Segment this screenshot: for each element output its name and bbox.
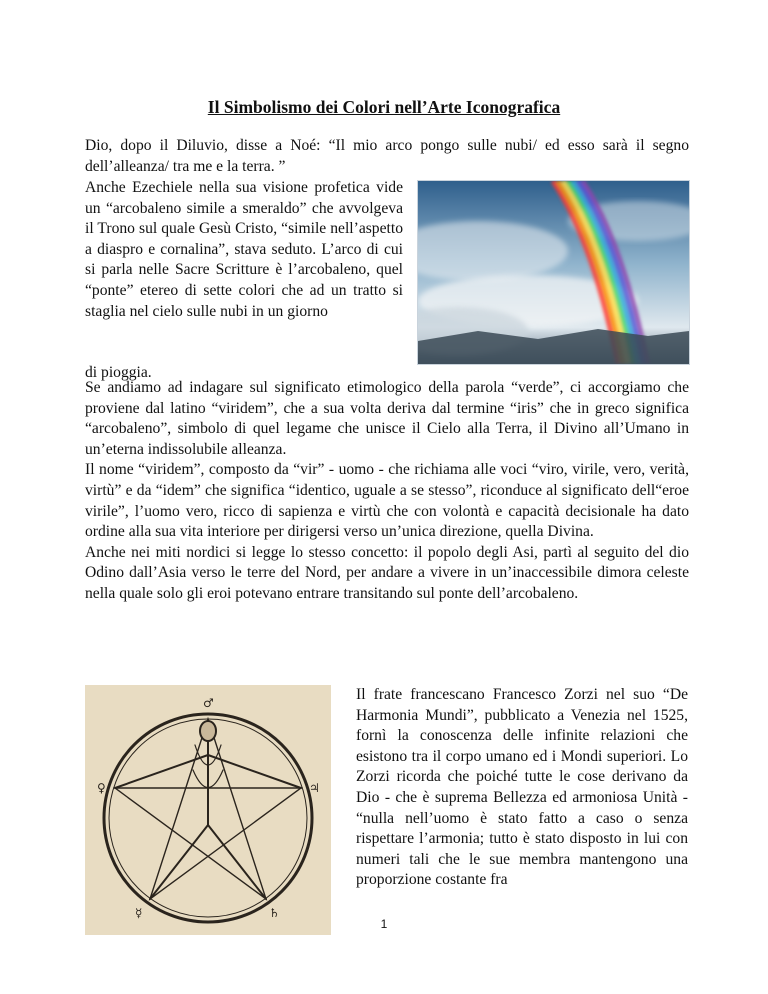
svg-text:♂: ♂ bbox=[203, 696, 214, 710]
paragraph-ezechiele: Anche Ezechiele nella sua visione profetica vide un “arcobaleno simile a smeraldo” che avvolgeva il Trono sul quale Gesù Cristo, “simile nell’aspetto a diaspro e cornalina”, stava seduto. L’arco di cui si parla nelle Sacre Scritture è l’arcobaleno, quel “ponte” etereo di sette colori che ad un tratto si staglia nel cielo sulle nubi in un giorno bbox=[85, 179, 403, 320]
rainbow-image bbox=[418, 181, 689, 364]
engraving-image bbox=[85, 685, 331, 935]
page-number: 1 bbox=[380, 917, 388, 931]
paragraph-zorzi: Il frate francescano Francesco Zorzi nel suo “De Harmonia Mundi”, pubblicato a Venezia nel 1525, fornì la conoscenza delle infinite relazioni che esistono tra il corpo umano ed i Mondi superiori. Lo Zorzi ricorda che poiché tutte le cose derivano da Dio - che è suprema Bellezza ed armoniosa Unità - “nulla nell’uomo è stato fatto a caso o senza rispettare l’armonia; tutto è stato disposto in lui con numeri tali che le sue membra mantengono una proporzione costante fra bbox=[356, 686, 688, 889]
body-text-block bbox=[85, 378, 689, 605]
paragraph-miti-nordici: Anche nei miti nordici si legge lo stesso concetto: il popolo degli Asi, partì al seguito del dio Odino dall’Asia verso le terre del Nord, per andare a vivere in un’inaccessibile dimora celeste nella quale solo gli eroi potevano entrare transitando sul ponte dell’arcobaleno. bbox=[85, 543, 689, 602]
document-title: Il Simbolismo dei Colori nell’Arte Iconografica bbox=[207, 97, 561, 117]
svg-text:♃: ♃ bbox=[309, 781, 320, 795]
svg-text:♄: ♄ bbox=[269, 906, 280, 920]
paragraph-verde: Se andiamo ad indagare sul significato etimologico della parola “verde”, ci accorgiamo che proviene dal latino “viridem”, che a sua volta deriva dal termine “iris” che in greco significa “arcobaleno”, simbolo di quel legame che unisce il Cielo alla Terra, il Divino all’Umano in un’eterna indissolubile alleanza. bbox=[85, 379, 689, 458]
paragraph-pioggia: di pioggia. bbox=[85, 364, 152, 381]
pentagram-man-engraving bbox=[85, 685, 331, 935]
rainbow-photo bbox=[417, 180, 690, 365]
svg-text:♀: ♀ bbox=[97, 781, 106, 795]
paragraph-viridem: Il nome “viridem”, composto da “vir” - uomo - che richiama alle voci “viro, virile, vero, verità, virtù” e da “idem” che significa “identico, uguale a se stesso”, riconduce al significato dell“eroe virile”, l’uomo vero, ricco di sapienza e virtù che con volontà e capacità decisionale ha dato ordine alla sua vita interiore per dirigersi verso un’unica direzione, quella Divina. bbox=[85, 461, 689, 541]
svg-text:☿: ☿ bbox=[135, 906, 143, 920]
paragraph-genesis: Dio, dopo il Diluvio, disse a Noé: “Il mio arco pongo sulle nubi/ ed esso sarà il segno dell’alleanza/ tra me e la terra. ” bbox=[85, 137, 689, 175]
